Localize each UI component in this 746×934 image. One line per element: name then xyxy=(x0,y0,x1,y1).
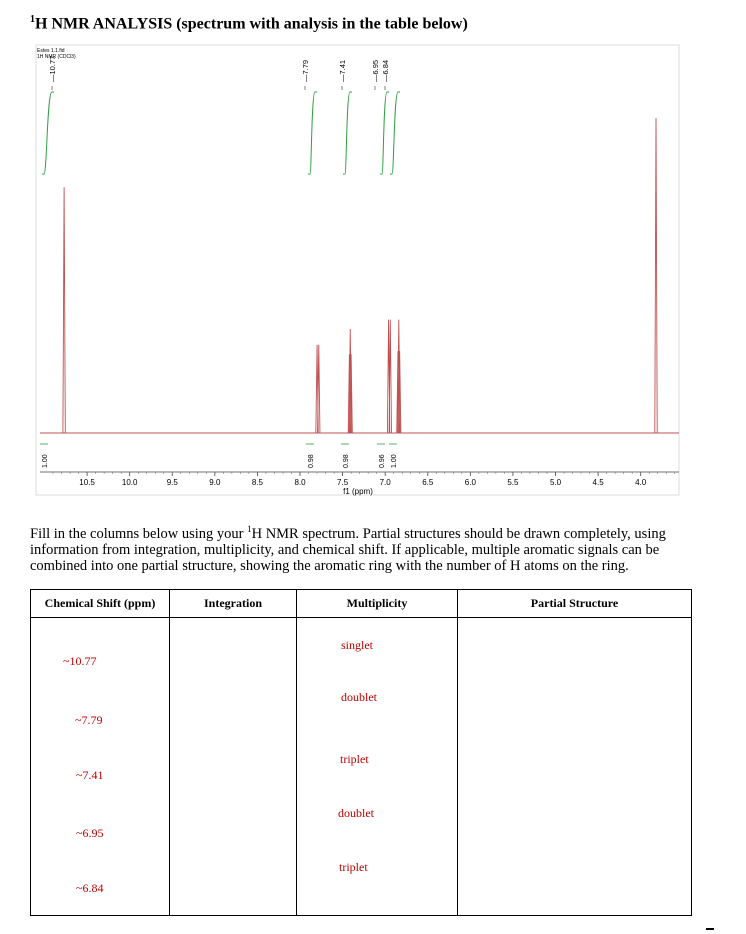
spectrum-header-line-1: Estes 1.1.fid xyxy=(37,48,65,54)
peak-label: —7.79 xyxy=(301,59,310,82)
x-tick-label: 8.0 xyxy=(294,478,306,487)
spectrum-peak xyxy=(389,320,391,433)
x-tick-label: 4.0 xyxy=(635,478,647,487)
page-title: $^1$H NMR ANALYSIS (spectrum with analysis in the table below) xyxy=(30,14,468,33)
partial-structure-cell[interactable] xyxy=(458,618,692,916)
table-row xyxy=(31,618,692,916)
peak-label: —10.77 xyxy=(48,55,57,82)
peak-label: —6.84 xyxy=(381,59,390,82)
multiplicity-value: singlet xyxy=(341,638,373,652)
spectrum-header-line-2: 1H NMR (CDCl3) xyxy=(37,54,76,60)
plot-frame xyxy=(36,45,679,495)
x-axis-label: f1 (ppm) xyxy=(343,487,373,496)
x-tick-label: 5.0 xyxy=(549,478,562,487)
shift-value: ~6.95 xyxy=(76,826,104,840)
integral-label: 0.98 xyxy=(343,454,350,468)
integral-curve xyxy=(343,92,352,174)
integral-label: 1.00 xyxy=(42,454,49,468)
header-multiplicity: Multiplicity xyxy=(297,590,458,618)
shift-value: ~7.41 xyxy=(76,768,104,782)
shift-value: ~10.77 xyxy=(63,654,97,668)
x-tick-label: 9.0 xyxy=(209,478,221,487)
multiplicity-value: doublet xyxy=(341,690,377,704)
chemical-shift-cell[interactable] xyxy=(31,618,170,916)
multiplicity-cell[interactable] xyxy=(297,618,458,916)
integral-curve xyxy=(390,92,400,174)
x-tick-label: 9.5 xyxy=(166,478,178,487)
x-tick-label: 6.5 xyxy=(422,478,434,487)
x-tick-label: 6.0 xyxy=(464,478,476,487)
table-header-row xyxy=(31,590,692,618)
instructions-text: Fill in the columns below using your $^1$H NMR spectrum. Partial structures should be drawn completely, using information from integration, multiplicity, and chemical shift. If applicable, multiple aromatic signals can be combined into one partial structure, showing the aromatic ring with the number of H atoms on the ring. xyxy=(30,524,666,574)
x-tick-label: 7.0 xyxy=(379,478,391,487)
x-tick-label: 7.5 xyxy=(337,478,349,487)
integral-label: 0.96 xyxy=(379,454,386,468)
header-chemical-shift: Chemical Shift (ppm) xyxy=(31,590,170,618)
shift-value: ~7.79 xyxy=(75,713,103,727)
multiplicity-value: triplet xyxy=(339,860,368,874)
integral-curve xyxy=(308,92,317,174)
multiplicity-value: doublet xyxy=(338,806,374,820)
peak-label: —7.41 xyxy=(338,59,347,82)
spectrum-peak xyxy=(63,187,65,433)
integral-curve xyxy=(380,92,389,174)
integration-cell[interactable] xyxy=(170,618,297,916)
shift-value: ~6.84 xyxy=(76,881,104,895)
integral-curve xyxy=(42,92,54,174)
x-tick-label: 5.5 xyxy=(507,478,519,487)
spectrum-peak xyxy=(655,118,657,433)
header-partial-structure: Partial Structure xyxy=(458,590,692,618)
integral-label: 1.00 xyxy=(391,454,398,468)
x-tick-label: 10.5 xyxy=(79,478,95,487)
x-tick-label: 8.5 xyxy=(251,478,263,487)
x-tick-label: 4.5 xyxy=(592,478,604,487)
header-integration: Integration xyxy=(170,590,297,618)
multiplicity-value: triplet xyxy=(340,752,369,766)
spectrum-peak xyxy=(318,345,320,433)
edge-mark xyxy=(706,928,714,930)
peak-label: —6.95 xyxy=(371,59,380,82)
analysis-table xyxy=(30,589,692,916)
x-tick-label: 10.0 xyxy=(121,478,138,487)
integral-label: 0.98 xyxy=(308,454,315,468)
